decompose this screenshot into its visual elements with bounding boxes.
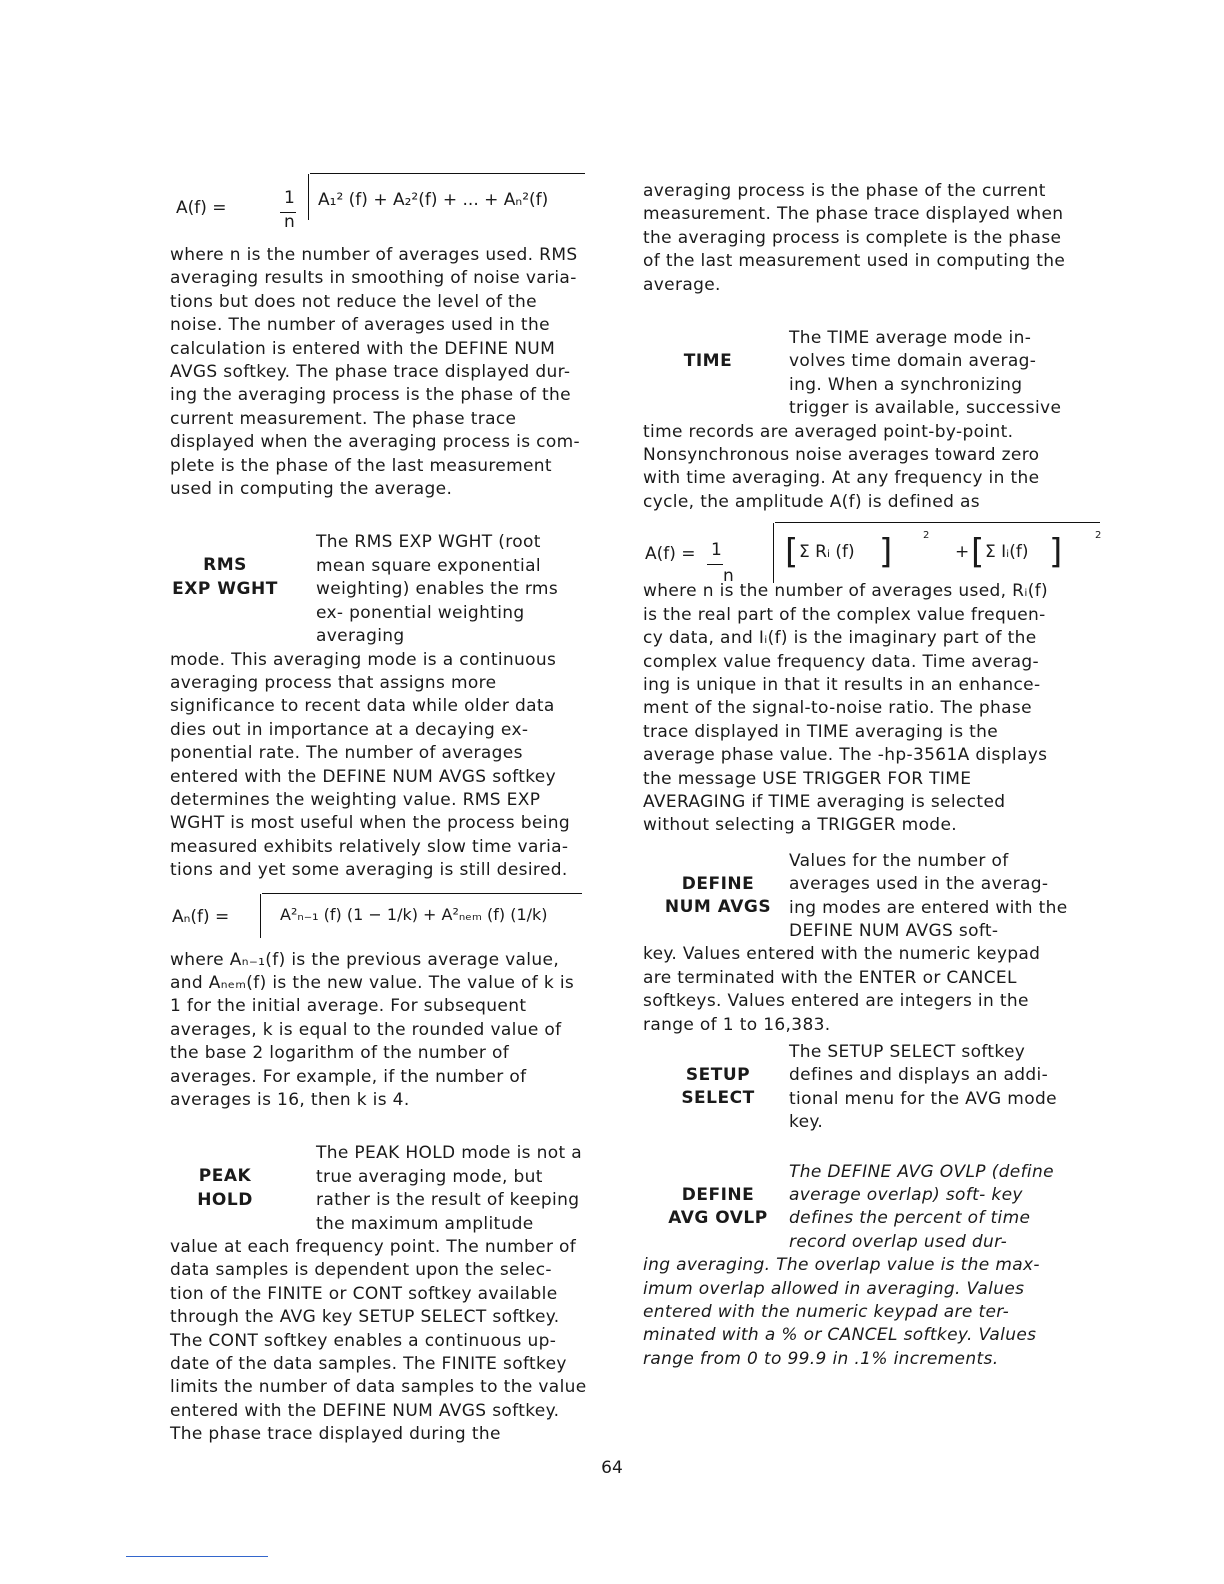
eq1-radicand: A₁² (f) + A₂²(f) + ... + Aₙ²(f) (318, 190, 549, 210)
eq3-fraction-bar (707, 564, 723, 565)
entry-define-avg-ovlp (643, 1161, 1068, 1372)
label-define-avg-ovlp: DEFINE AVG OVLP (668, 1184, 768, 1229)
eq1-lhs: A(f) = (176, 198, 227, 218)
eq3-lhs: A(f) = (645, 544, 696, 565)
left-column (170, 188, 590, 1447)
eq3-power-2: 2 (1095, 530, 1102, 542)
eq3-bracket-right-2: ] (1049, 532, 1063, 573)
entry-time (643, 327, 1068, 514)
define-num-body-text: key. Values entered with the numeric keypad are terminated with the ENTER or CANCEL softkeys. Values entered are integers in the range of 1 to 16,383. (643, 944, 1041, 1035)
eq3-denominator: n (723, 566, 734, 587)
eq1-denominator: n (284, 212, 295, 232)
label-peak-hold: PEAK HOLD (197, 1166, 253, 1210)
eq2-lhs: Aₙ(f) = (172, 906, 230, 927)
define-num-intro-text: Values for the number of averages used in the averag- ing modes are entered with the DEFINE NUM AVGS soft- (789, 850, 1068, 941)
equation-exp-weighting (170, 893, 590, 955)
setup-intro-text: The SETUP SELECT softkey defines and displays an addi- tional menu for the AVG mode key. (789, 1042, 1057, 1133)
time-body-text: time records are averaged point-by-point. Nonsynchronous noise averages toward zero with time averaging. At any frequency in the cycle, the amplitude A(f) is defined as (643, 421, 1040, 512)
label-setup-select: SETUP SELECT (681, 1065, 755, 1109)
rms-body-text: mode. This averaging mode is a continuous averaging process that assigns more significance to recent data while older data dies out in importance at a decaying ex- ponential rate. The number of averages entered with the DEFINE NUM AVGS softkey determines the weighting value. RMS EXP WGHT is most useful when the process being measured exhibits relatively slow time varia- tions and yet some averaging is still desired. (170, 649, 570, 881)
label-time: TIME (683, 351, 733, 372)
rms-intro-text: The RMS EXP WGHT (root mean square exponential weighting) enables the rms ex- ponential weighting averaging (316, 532, 559, 647)
eq3-power-1: 2 (923, 530, 930, 542)
peak-body-text: value at each frequency point. The number of data samples is dependent upon the selec- tion of the FINITE or CONT softkey available through the AVG key SETUP SELECT softkey. The CONT softkey enables a continuous up- date of the data samples. The FINITE softkey limits the number of data samples to the value entered with the DEFINE NUM AVGS softkey. The phase trace displayed during the (170, 1237, 587, 1445)
paragraph-continued-phase: averaging process is the phase of the current measurement. The phase trace displayed when the averaging process is complete is the phase of the last measurement used in computing the average. (643, 181, 1066, 295)
time-intro-text: The TIME average mode in- volves time domain averag- ing. When a synchronizing trigger is available, successive (789, 328, 1062, 419)
paragraph-exp-weighting-explanation: where Aₙ₋₁(f) is the previous average value, and Aₙₑₘ(f) is the new value. The value of k is 1 for the initial average. For subsequent averages, k is equal to the rounded value of the base 2 logarithm of the number of averages. For example, if the number of averages is 16, then k is 4. (170, 949, 575, 1110)
eq1-numerator: 1 (284, 188, 295, 208)
entry-setup-select (643, 1041, 1068, 1135)
right-column (643, 180, 1102, 1371)
eq3-bracket-left-1: [ (785, 532, 799, 573)
peak-intro-text: The PEAK HOLD mode is not a true averaging mode, but rather is the result of keeping the maximum amplitude (316, 1143, 583, 1234)
footer-rule (126, 1556, 268, 1557)
eq3-bracket-left-2: [ (971, 532, 985, 573)
entry-peak-hold (170, 1142, 590, 1446)
page-number: 64 (601, 1458, 623, 1478)
label-define-num-avgs: DEFINE NUM AVGS (664, 873, 772, 918)
entry-define-num-avgs (643, 850, 1068, 1037)
paragraph-rms-description: where n is the number of averages used. RMS averaging results in smoothing of noise varia- tions but does not reduce the level of the noise. The number of averages used in the calculation is entered with the DEFINE NUM AVGS softkey. The phase trace displayed dur- ing the averaging process is the phase of the current measurement. The phase trace displayed when the averaging process is com- plete is the phase of the last measurement used in computing the average. (170, 245, 581, 500)
equation-time-average (643, 522, 1102, 588)
eq3-sum-real: Σ Rᵢ (f) (799, 542, 855, 563)
entry-rms-exp-wght (170, 531, 590, 882)
eq2-radicand: A²ₙ₋₁ (f) (1 − 1/k) + A²ₙₑₘ (f) (1/k) (280, 904, 548, 924)
eq3-bracket-right-1: ] (879, 532, 893, 573)
paragraph-time-explanation: where n is the number of averages used, Rᵢ(f) is the real part of the complex value frequen- cy data, and Iᵢ(f) is the imaginary part of the complex value frequency data. Time averag- ing is unique in that it results in an enhance- ment of the signal-to-noise ratio. The phase trace displayed in TIME averaging is the average phase value. The -hp-3561A displays the message USE TRIGGER FOR TIME AVERAGING if TIME averaging is selected without selecting a TRIGGER mode. (643, 581, 1049, 836)
eq3-numerator: 1 (711, 540, 722, 561)
define-ovlp-body-text: ing averaging. The overlap value is the max- imum overlap allowed in averaging. Values entered with the numeric keypad are ter- minated with a % or CANCEL softkey. Values range from 0 to 99.9 in .1% increments. (643, 1255, 1040, 1369)
eq3-sum-imag: Σ Iᵢ(f) (985, 542, 1029, 563)
equation-rms-average (170, 188, 590, 248)
define-ovlp-intro-text: The DEFINE AVG OVLP (define average overlap) soft- key defines the percent of time record overlap used dur- (789, 1161, 1054, 1252)
eq3-plus: + (955, 542, 970, 563)
label-rms-exp-wght: RMS EXP WGHT (172, 555, 278, 599)
